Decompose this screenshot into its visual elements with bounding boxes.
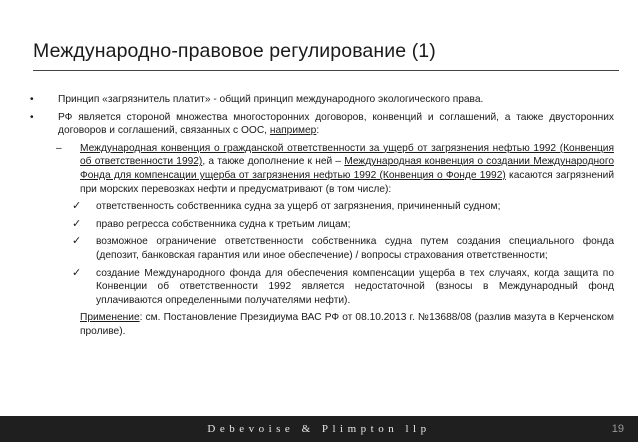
bullet-item [30,93,614,107]
bullet-text: Принцип «загрязнитель платит» - общий принцип международного экологического права. [58,94,484,105]
check-icon: ✓ [72,235,82,248]
check-text: возможное ограничение ответственности собственника судна путем создания специального фонда (депозит, банковская гарантия или иное обеспечение) / вопросы страхования ответственности; [96,236,614,261]
check-item [30,235,614,262]
check-text: ответственность собственника судна за ущерб от загрязнения, причиненный судном; [96,201,501,213]
bullet-marker: • [30,111,34,123]
bullet-marker: • [30,94,34,105]
bullet-item [30,111,614,138]
check-item [30,267,614,308]
firm-name: Debevoise & Plimpton llp [207,423,431,435]
dash-marker: – [56,142,62,154]
check-icon: ✓ [72,200,82,213]
check-item [30,200,614,214]
example-link[interactable]: например [269,125,317,137]
footer-bar [0,416,638,442]
check-text: создание Международного фонда для обеспечения компенсации ущерба в тех случаях, когда защита по Конвенции об ответственности 1992 является недостаточной (взносы в Международный фонд уплачиваются определенными получателями нефти). [96,267,614,306]
liability-convention-link[interactable]: Международная конвенция о гражданской ответственности за ущерб от загрязнения нефтью 1992 (Конвенция об ответственности 1992) [80,142,614,168]
sub-bullet-text: , а также дополнение к ней – [202,156,345,168]
sub-bullet-item [30,142,614,196]
bullet-text: : [316,125,320,137]
slide-title: Международно-правовое регулирование (1) [33,40,436,62]
bullet-text: РФ является стороной множества многосторонних договоров, конвенций и соглашений, а также двусторонних договоров и соглашений, связанных с ООС, [58,111,614,137]
application-label: Применение [80,312,140,324]
fund-convention-link[interactable]: Международная конвенция о создании Международного Фонда для компенсации ущерба от загрязнения нефтью 1992 (Конвенция о Фонде 1992) [80,156,614,181]
check-text: право регресса собственника судна к третьим лицам; [96,218,351,230]
check-item [30,218,614,232]
page-number: 19 [611,423,624,435]
sub-bullet-text: касаются загрязнений при морских перевозках нефти и предусматривают (в том числе): [80,169,615,195]
check-icon: ✓ [72,266,82,279]
title-divider [33,70,619,71]
application-text: : см. Постановление Президиума ВАС РФ от 08.10.2013 г. №13688/08 (разлив мазута в Керченском проливе). [80,312,614,337]
slide-body [30,93,614,339]
application-note [30,311,614,338]
check-icon: ✓ [72,217,82,230]
